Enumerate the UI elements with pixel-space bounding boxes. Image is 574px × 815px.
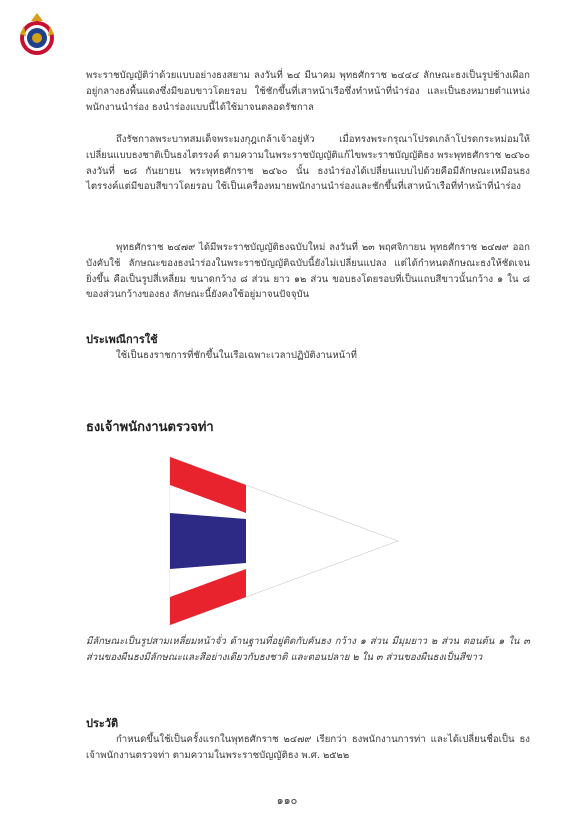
section-title: ธงเจ้าพนักงานตรวจท่า xyxy=(86,420,214,435)
pennant-flag-icon xyxy=(168,455,400,627)
paragraph-flag-act-1936: พุทธศักราช ๒๔๗๙ ได้มีพระราชบัญญัติธงฉบับใหม่ ลงวันที่ ๒๓ พฤศจิกายน พุทธศักราช ๒๔๗๙ ออกบังคับใช้ ลักษณะของธงนำร่องในพระราชบัญญัติฉบับนี้ยังไม่เปลี่ยนแปลง แต่ได้กำหนดลักษณะธงให้ชัดเจนยิ่งขึ้น คือเป็นรูปสี่เหลี่ยม ขนาดกว้าง ๘ ส่วน ยาว ๑๒ ส่วน ขอบธงโดยรอบที่เป็นแถบสีขาวนั้นกว้าง ๑ ใน ๘ ของส่วนกว้างของธง ลักษณะนี้ยังคงใช้อยู่มาจนปัจจุบัน xyxy=(86,242,530,301)
flag-description: มีลักษณะเป็นรูปสามเหลี่ยมหน้าจั่ว ด้านฐานที่อยู่ติดกับคันธง กว้าง ๑ ส่วน มีมุมยาว ๒ ส่วน ตอนต้น ๑ ใน ๓ ส่วนของผืนธงมีลักษณะและสีอย่างเดียวกับธงชาติ และตอนปลาย ๒ ใน ๓ ส่วนของผืนธงเป็นสีขาว xyxy=(86,636,530,663)
usage-heading: ประเพณีการใช้ xyxy=(86,333,158,346)
history-heading: ประวัติ xyxy=(86,717,119,730)
paragraph-pilot-flag-history: พระราชบัญญัติว่าด้วยแบบอย่างธงสยาม ลงวันที่ ๒๔ มีนาคม พุทธศักราช ๒๔๔๔ ลักษณะธงเป็นรูปช้างเผือกอยู่กลางธงพื้นแดงซึ่งมีขอบขาวโดยรอบ ใช้ชักขึ้นที่เสาหน้าเรือซึ่งทำหน้าที่นำร่อง และเป็นธงหมายตำแหน่งพนักงานนำร่อง ธงนำร่องแบบนี้ได้ใช้มาจนตลอดรัชกาล xyxy=(86,70,530,113)
paragraph-tricolour-change: ถึงรัชกาลพระบาทสมเด็จพระมงกุฎเกล้าเจ้าอยู่หัว เมื่อทรงพระกรุณาโปรดเกล้าโปรดกระหม่อมให้เปลี่ยนแบบธงชาติเป็นธงไตรรงค์ ตามความในพระราชบัญญัติแก้ไขพระราชบัญญัติธง พระพุทธศักราช ๒๔๖๐ ลงวันที่ ๒๘ กันยายน พระพุทธศักราช ๒๔๖๐ นั้น ธงนำร่องได้เปลี่ยนแบบไปด้วยคือมีลักษณะเหมือนธงไตรรงค์แต่มีขอบสีขาวโดยรอบ ใช้เป็นเครื่องหมายพนักงานนำร่องและชักขึ้นที่เสาหน้าเรือที่ทำหน้าที่นำร่อง xyxy=(86,134,530,193)
usage-text: ใช้เป็นธงราชการที่ชักขึ้นในเรือเฉพาะเวลาปฏิบัติงานหน้าที่ xyxy=(116,350,357,361)
page-number: ๑๑๐ xyxy=(276,794,298,807)
history-text: กำหนดขึ้นใช้เป็นครั้งแรกในพุทธศักราช ๒๔๗๙ เรียกว่า ธงพนักงานการท่า และได้เปลี่ยนชื่อเป็น ธงเจ้าพนักงานตรวจท่า ตามความในพระราชบัญญัติธง พ.ศ. ๒๕๒๒ xyxy=(86,734,530,761)
royal-emblem-icon xyxy=(14,12,60,58)
